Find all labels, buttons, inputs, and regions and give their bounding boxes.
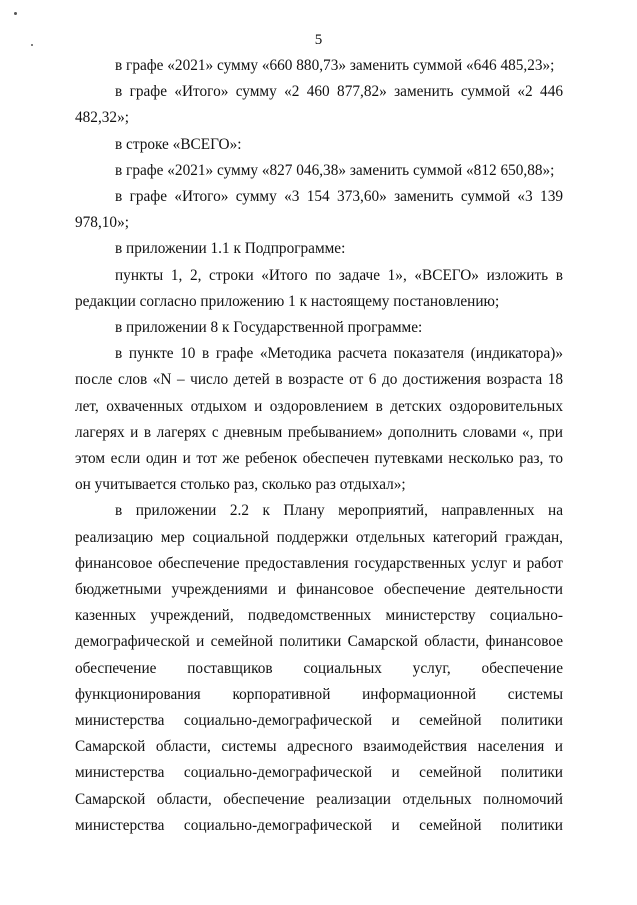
paragraph: в графе «2021» сумму «660 880,73» заменить суммой «646 485,23»; xyxy=(115,57,555,74)
paragraph: в строке «ВСЕГО»: xyxy=(115,135,242,153)
document-body xyxy=(75,53,563,839)
paragraph: в пункте 10 в графе «Методика расчета показателя (индикатора)» после слов «N – число детей в возрасте от 6 до достижения возраста 18 лет, охваченных отдыхом и оздоровлением в детских оздоровительных лагерях и в лагерях с дневным пребыванием» дополнить словами «, при этом если один и тот же ребенок обеспечен путевками несколько раз, то он учитывается столько раз, сколько раз отдыхал»; xyxy=(75,345,563,494)
paragraph: в приложении 8 к Государственной программе: xyxy=(115,319,423,337)
paragraph: в графе «Итого» сумму «2 460 877,82» заменить суммой «2 446 482,32»; xyxy=(75,83,563,127)
paragraph: пункты 1, 2, строки «Итого по задаче 1», «ВСЕГО» изложить в редакции согласно приложению 1 к настоящему постановлению; xyxy=(75,266,563,310)
page-number: 5 xyxy=(314,32,323,48)
paragraph: в графе «2021» сумму «827 046,38» заменить суммой «812 650,88»; xyxy=(115,161,555,179)
scan-speck xyxy=(14,12,17,15)
paragraph: в графе «Итого» сумму «3 154 373,60» заменить суммой «3 139 978,10»; xyxy=(75,188,563,232)
paragraph: в приложении 1.1 к Подпрограмме: xyxy=(115,240,346,258)
paragraph: в приложении 2.2 к Плану мероприятий, направленных на реализацию мер социальной поддержки отдельных категорий граждан, финансовое обеспечение предоставления государственных услуг и работ бюджетными учреждениями и финансовое обеспечение деятельности казенных учреждений, подведомственных министерству социально-демографической и семейной политики Самарской области, финансовое обеспечение поставщиков социальных услуг, обеспечение функционирования корпоративной информационной системы министерства социально-демографической и семейной политики Самарской области, системы адресного взаимодействия населения и министерства социально-демографической и семейной политики Самарской области, обеспечение реализации отдельных полномочий министерства социально-демографической и семейной политики xyxy=(75,502,563,834)
